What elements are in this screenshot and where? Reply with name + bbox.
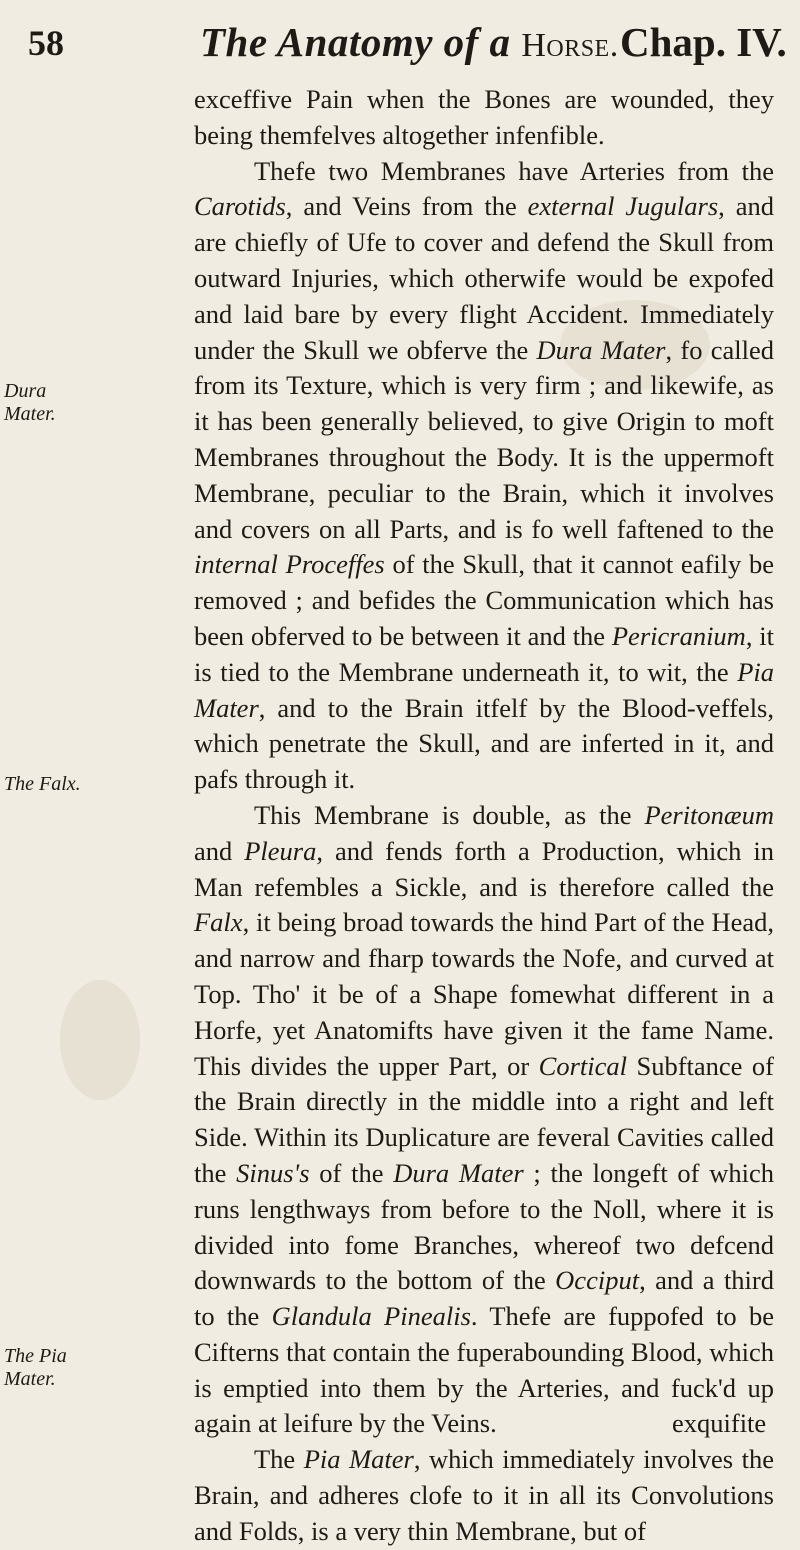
- text-run: . Thefe are fuppofed to be Cifterns that contain the fuperabounding Blood, which is emptied into them by the Arteries, and fuck'd up again at leifure by the Veins.: [194, 1301, 774, 1439]
- text-run: , and fends forth a Production, which in Man refembles a Sickle, and is therefore called the: [194, 835, 774, 902]
- italic-term: Dura Mater: [393, 1157, 524, 1188]
- italic-term: external Jugulars: [527, 191, 719, 222]
- italic-term: Carotids: [194, 191, 286, 222]
- italic-term: Cortical: [538, 1050, 627, 1081]
- text-run: , which immediately involves the Brain, and adheres clofe to it in all its Convolutions and Folds, is a very thin Membrane, but of: [194, 1444, 775, 1546]
- chapter-label: Chap. IV.: [620, 19, 787, 65]
- paragraph: [194, 798, 774, 1442]
- italic-term: Pleura: [244, 835, 317, 866]
- text-run: , and a third to the: [194, 1265, 774, 1332]
- text-run: This Membrane is double, as the: [254, 799, 645, 830]
- italic-term: Dura Mater: [536, 334, 666, 365]
- text-run: , fo called from its Texture, which is very firm ; and likewife, as it has been generally believed, to give Origin to moft Membranes throughout the Body. It is the uppermoft Membrane, peculiar to the Brain, which it involves and covers on all Parts, and is fo well faftened to the: [194, 334, 774, 544]
- body-text: [194, 82, 774, 1550]
- margin-note-pia-mater: The Pia Mater.: [4, 1345, 67, 1390]
- italic-term: Sinus's: [236, 1157, 310, 1188]
- text-run: , it is tied to the Membrane underneath it, to wit, the: [194, 620, 774, 687]
- running-title-horse: Horse.: [521, 27, 619, 64]
- text-run: of the Skull, that it cannot eafily be removed ; and befides the Communication which has been obferved to be between it and the: [194, 549, 774, 651]
- text-run: , it being broad towards the hind Part of the Head, and narrow and fharp towards the Nofe, and curved at Top. Tho' it be of a Shape fomewhat different in a Horfe, yet Anatomifts have given it the fame Name. This divides the upper Part, or: [194, 907, 774, 1081]
- running-title-italic: The Anatomy of a: [200, 19, 522, 65]
- catchword: exquifite: [672, 1408, 767, 1438]
- text-run: , and are chiefly of Ufe to cover and defend the Skull from outward Injuries, which otherwife would be expofed and laid bare by every flight Accident. Immediately under the Skull we obferve the: [194, 191, 774, 365]
- page-number: 58: [28, 23, 64, 63]
- paragraph: [194, 1442, 774, 1549]
- text-run: Subftance of the Brain directly in the middle into a right and left Side. Within its Duplicature are feveral Cavities called the: [194, 1050, 774, 1188]
- text-run: Thefe two Membranes have Arteries from the: [254, 155, 774, 186]
- italic-term: Occiput: [555, 1265, 640, 1296]
- margin-note-falx: The Falx.: [4, 773, 81, 795]
- running-header: [0, 14, 800, 74]
- text-run: of the: [309, 1157, 394, 1188]
- text-run: exceffive Pain when the Bones are wounded, they being themfelves altogether infenfible.: [194, 84, 774, 150]
- paragraph: [194, 154, 774, 798]
- italic-term: Falx: [194, 907, 243, 938]
- margin-note-dura-mater: Dura Mater.: [4, 380, 56, 425]
- italic-term: Peritonæum: [644, 799, 774, 830]
- text-run: , and to the Brain itfelf by the Blood-veffels, which penetrate the Skull, and are inferted in it, and pafs through it.: [194, 692, 774, 795]
- italic-term: Pericranium: [611, 620, 746, 651]
- italic-term: Glandula Pinealis: [271, 1301, 471, 1332]
- text-run: ; the longeft of which runs lengthways from before to the Noll, where it is divided into fome Branches, whereof two defcend downwards to the bottom of the: [194, 1157, 774, 1296]
- text-run: , and Veins from the: [285, 191, 528, 222]
- italic-term: Pia Mater: [194, 656, 774, 723]
- italic-term: Pia Mater: [303, 1444, 414, 1475]
- paragraph: [194, 82, 774, 154]
- running-title: [200, 18, 619, 66]
- text-run: and: [194, 835, 245, 866]
- italic-term: internal Proceffes: [194, 549, 385, 580]
- text-run: The: [254, 1444, 304, 1475]
- paper-stain: [60, 980, 140, 1100]
